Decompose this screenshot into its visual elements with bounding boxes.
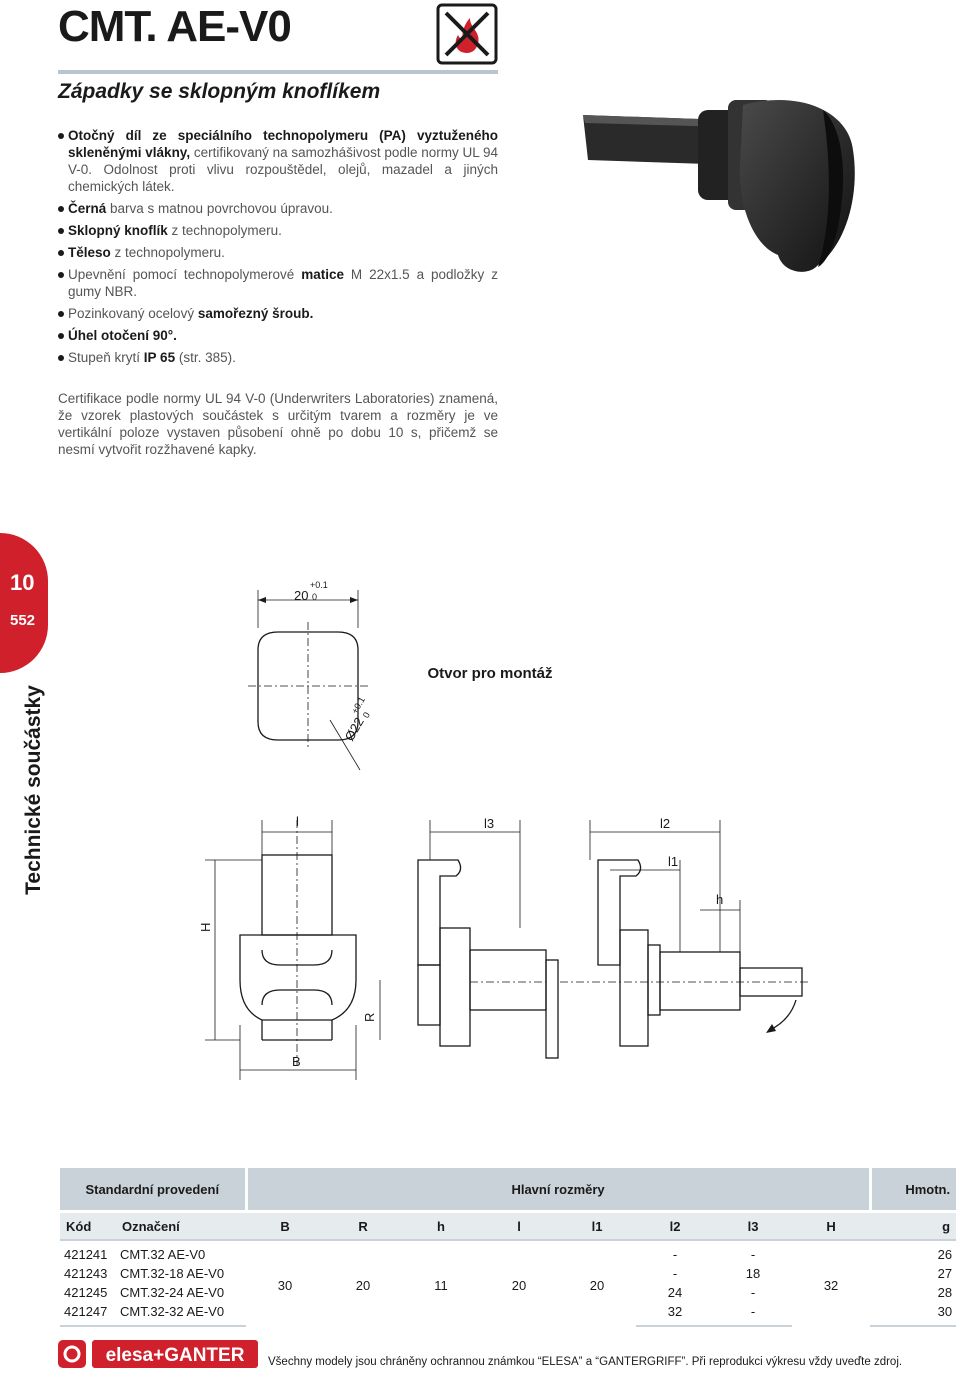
feature-item: Otočný díl ze speciálního technopolymeru (PA) vyztuženého skleněnými vlákny, certifikovaný na samozhášivost podle normy UL 94 V-0. Odolnost proti vlivu rozpouštědel, olejů, mazadel a jiných chemických látek. — [58, 127, 498, 195]
product-photo — [578, 95, 868, 285]
diameter-dimension: Ø22 — [341, 714, 367, 744]
side-view-right — [418, 820, 810, 1058]
fire-prohibited-icon — [436, 3, 498, 65]
group-dimensions: Hlavní rozměry — [246, 1168, 870, 1212]
page-title: CMT. AE-V0 — [58, 2, 291, 51]
page-footer — [58, 1340, 958, 1370]
col-H: H — [792, 1212, 870, 1241]
title-divider — [58, 70, 498, 74]
feature-item: Těleso z technopolymeru. — [58, 244, 498, 261]
col-R: R — [324, 1212, 402, 1241]
diameter-tolerance-lower: 0 — [360, 710, 372, 720]
table-group-header — [60, 1168, 956, 1212]
mount-label: Otvor pro montáž — [427, 665, 553, 682]
col-name: Označení — [116, 1212, 246, 1241]
dim-label-l1: l1 — [668, 854, 679, 869]
width-tolerance-upper: +0.1 — [310, 580, 328, 590]
feature-item: Úhel otočení 90°. — [58, 327, 498, 344]
side-view-left — [240, 820, 356, 1065]
col-g: g — [870, 1212, 956, 1241]
feature-item: Sklopný knoflík z technopolymeru. — [58, 222, 498, 239]
table-row: 421241 CMT.32 AE-V0 30 20 11 20 20 - - 32 26 — [64, 1247, 953, 1293]
chapter-number: 10 — [10, 570, 35, 595]
width-tolerance-lower: 0 — [312, 592, 318, 602]
width-dimension: 20 — [294, 588, 309, 603]
page-subtitle: Západky se sklopným knoflíkem — [58, 80, 381, 103]
footer-copyright: Všechny modely jsou chráněny ochrannou známkou “ELESA” a “GANTERGRIFF”. Při reprodukci výkresu vždy uveďte zdroj. — [268, 1356, 903, 1368]
col-l1: l1 — [558, 1212, 636, 1241]
table-row: 421245 CMT.32-24 AE-V0 24 - 28 — [64, 1285, 953, 1300]
col-l2: l2 — [636, 1212, 714, 1241]
dim-label-H: H — [198, 922, 213, 932]
group-standard: Standardní provedení — [60, 1168, 246, 1212]
table-row: 421243 CMT.32-18 AE-V0 - 18 27 — [64, 1266, 953, 1281]
dim-label-R: R — [362, 1012, 377, 1022]
specification-table — [60, 1168, 956, 1327]
section-title: Technické součástky — [22, 685, 45, 895]
col-h: h — [402, 1212, 480, 1241]
dim-label-B: B — [292, 1054, 301, 1069]
brand-logo — [58, 1340, 258, 1370]
feature-item: Upevnění pomocí technopolymerové matice M 22x1.5 a podložky z gumy NBR. — [58, 266, 498, 300]
col-l: l — [480, 1212, 558, 1241]
feature-item: Stupeň krytí IP 65 (str. 385). — [58, 349, 498, 366]
feature-item: Černá barva s matnou povrchovou úpravou. — [58, 200, 498, 217]
certification-text: Certifikace podle normy UL 94 V-0 (Underwriters Laboratories) znamená, že vzorek plastových součástek s určitým tvarem a rozměry je ve vertikální poloze vystaven působení ohně po dobu 10 s, přičemž se nesmí vytvořit rozžhavené kapky. — [58, 391, 498, 457]
table-column-header — [60, 1212, 956, 1241]
table-row: 421247 CMT.32-32 AE-V0 32 - 30 — [60, 1302, 956, 1326]
feature-item: Pozinkovaný ocelový samořezný šroub. — [58, 305, 498, 322]
mounting-hole-view — [248, 590, 368, 770]
dim-label-l2: l2 — [660, 816, 671, 831]
col-B: B — [246, 1212, 324, 1241]
diameter-tolerance-upper: +0.1 — [349, 695, 367, 716]
col-l3: l3 — [714, 1212, 792, 1241]
svg-text:elesa+GANTER: elesa+GANTER — [105, 1345, 245, 1366]
page-number: 552 — [10, 612, 36, 629]
group-weight: Hmotn. — [870, 1168, 956, 1212]
dim-label-l3: l3 — [484, 816, 495, 831]
technical-drawing — [0, 570, 960, 1090]
dim-label-l: l — [296, 814, 299, 829]
dim-label-h: h — [716, 892, 724, 907]
feature-list — [58, 127, 498, 371]
col-code: Kód — [60, 1212, 116, 1241]
